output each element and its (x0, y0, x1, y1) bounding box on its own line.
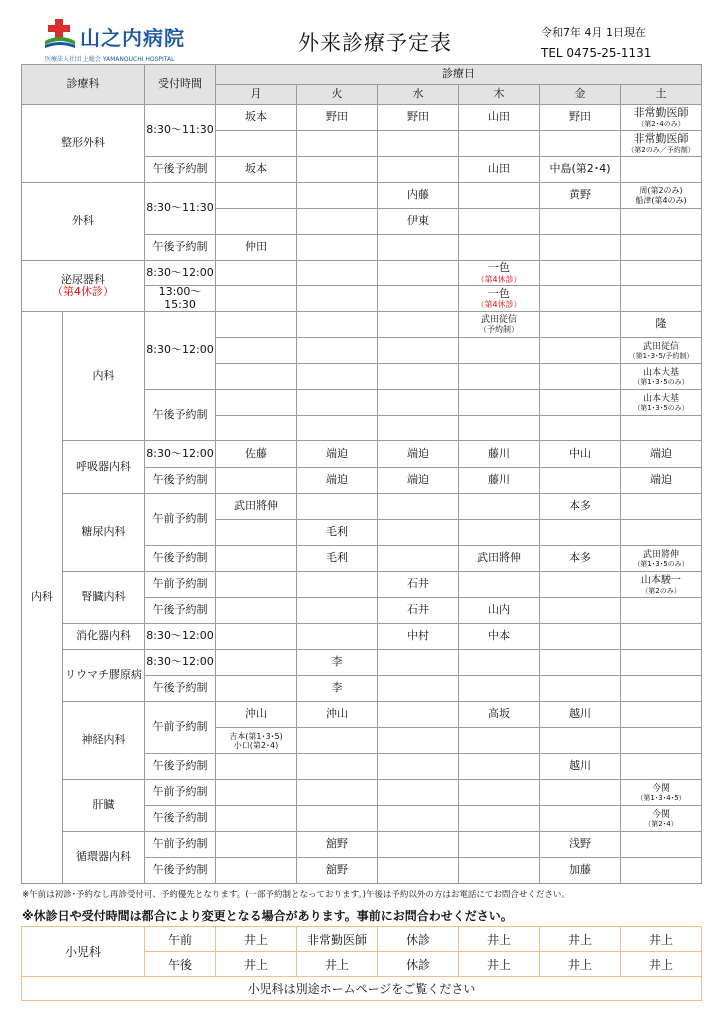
time-cell: 午前 (145, 927, 216, 952)
dept-internal: 内科 (63, 312, 145, 441)
cell-mon (216, 624, 297, 650)
page-header (0, 0, 724, 64)
cell-mon (216, 286, 297, 312)
cell-wed (378, 650, 459, 676)
time-cell: 午前予約制 (145, 494, 216, 546)
day-sat: 土 (621, 85, 702, 105)
cell-mon (216, 261, 297, 286)
cell-wed: 野田 (378, 105, 459, 131)
hospital-subtitle: 医療法人社団 上総会 YAMANOUCHI HOSPITAL (45, 56, 175, 63)
cell-sat (621, 364, 702, 390)
cell-mon (216, 650, 297, 676)
cell-sat: 井上 (621, 927, 702, 952)
cell-sat (621, 728, 702, 754)
cell-sat (621, 832, 702, 858)
cell-tue: 李 (297, 676, 378, 702)
cell-thu (459, 728, 540, 754)
cell-thu (459, 286, 540, 312)
dept-rheumatology: リウマチ膠原病 (63, 650, 145, 702)
cell-wed (378, 131, 459, 157)
note-reception: ※午前は初診･予約なし再診受付可、予約優先となります。(一部予約制となっております。)午後は予約以外の方はお電話にてお問合せください。 (22, 890, 570, 900)
cell-mon: 井上 (216, 927, 297, 952)
time-cell: 午後予約制 (145, 598, 216, 624)
cell-fri: 野田 (540, 105, 621, 131)
dept-liver: 肝臓 (63, 780, 145, 832)
time-cell: 8:30〜12:00 (145, 441, 216, 468)
cell-note: （予約制） (479, 325, 519, 335)
cell-thu (459, 676, 540, 702)
cell-thu: 山田 (459, 105, 540, 131)
cell-thu (459, 364, 540, 390)
time-cell: 8:30〜12:00 (145, 261, 216, 286)
cell-fri: 浅野 (540, 832, 621, 858)
cell-tue (297, 157, 378, 183)
cell-thu (459, 754, 540, 780)
time-cell: 午後予約制 (145, 754, 216, 780)
cell-mon (216, 390, 297, 416)
cell-tue: 沖山 (297, 702, 378, 728)
cell-wed (378, 832, 459, 858)
cell-fri (540, 624, 621, 650)
cell-thu: 藤川 (459, 441, 540, 468)
cell-tue (297, 261, 378, 286)
header-dept: 診療科 (22, 65, 145, 105)
cell-fri (540, 416, 621, 441)
time-cell: 午前予約制 (145, 832, 216, 858)
day-thu: 木 (459, 85, 540, 105)
cell-sat: 井上 (621, 952, 702, 977)
cell-tue: 端迫 (297, 468, 378, 494)
cell-wed: 中村 (378, 624, 459, 650)
cell-tue: 端迫 (297, 441, 378, 468)
cell-thu (459, 338, 540, 364)
cell-tue (297, 624, 378, 650)
cell-thu: 藤川 (459, 468, 540, 494)
cell-sat (621, 235, 702, 261)
time-cell: 午後予約制 (145, 806, 216, 832)
cell-thu (459, 235, 540, 261)
cell-thu (459, 390, 540, 416)
cell-wed (378, 312, 459, 338)
cell-mon (216, 131, 297, 157)
cell-wed (378, 235, 459, 261)
cell-fri: 本多 (540, 546, 621, 572)
dept-cardiology: 循環器内科 (63, 832, 145, 884)
cell-fri (540, 338, 621, 364)
time-cell: 午後予約制 (145, 546, 216, 572)
cell-mon: 武田將伸 (216, 494, 297, 520)
cell-mon (216, 416, 297, 441)
time-cell: 午前予約制 (145, 702, 216, 754)
cell-sat (621, 209, 702, 235)
cell-wed (378, 676, 459, 702)
cell-fri (540, 572, 621, 598)
cell-wed (378, 416, 459, 441)
dept-name: 泌尿器科 (61, 272, 105, 286)
cell-thu: 井上 (459, 927, 540, 952)
dept-surgery: 外科 (22, 183, 145, 261)
cell-sat (621, 572, 702, 598)
cell-mon (216, 312, 297, 338)
cell-mon (216, 338, 297, 364)
cell-fri: 本多 (540, 494, 621, 520)
cell-fri: 中山 (540, 441, 621, 468)
cell-wed: 端迫 (378, 468, 459, 494)
doctor: 一色 (488, 286, 510, 300)
doctor: 武田従信 (642, 341, 679, 352)
cell-thu (459, 520, 540, 546)
doctor: 船津(第4のみ) (635, 195, 687, 205)
cell-wed (378, 806, 459, 832)
cell-tue (297, 338, 378, 364)
doctor: 山本大基 (642, 367, 679, 378)
cell-mon (216, 572, 297, 598)
pediatrics-footer: 小児科は別途ホームページをご覧ください (22, 977, 702, 1001)
doctor: 山本大基 (642, 393, 679, 404)
cell-mon: 沖山 (216, 702, 297, 728)
header-time: 受付時間 (145, 65, 216, 105)
cell-sat (621, 286, 702, 312)
cell-wed (378, 728, 459, 754)
time-cell: 8:30〜12:00 (145, 650, 216, 676)
cell-sat (621, 157, 702, 183)
cell-note: （第2のみ／予約制） (627, 145, 695, 154)
doctor: 今関 (651, 809, 670, 820)
cell-fri: 井上 (540, 927, 621, 952)
cell-sat (621, 105, 702, 131)
cell-wed (378, 261, 459, 286)
dept-neurology: 神経内科 (63, 702, 145, 780)
cell-thu: 武田將伸 (459, 546, 540, 572)
cell-sat (621, 754, 702, 780)
cell-thu (459, 261, 540, 286)
dept-internal-group: 内科 (22, 312, 63, 884)
cell-tue (297, 494, 378, 520)
as-of-date: 令和7年 4月 1日現在 (541, 26, 646, 39)
cell-wed (378, 780, 459, 806)
cell-wed: 休診 (378, 952, 459, 977)
time-cell: 13:00〜15:30 (145, 286, 216, 312)
cell-sat (621, 183, 702, 209)
cell-fri: 越川 (540, 702, 621, 728)
time-cell: 午後予約制 (145, 468, 216, 494)
cell-tue (297, 780, 378, 806)
time-cell: 午後予約制 (145, 235, 216, 261)
cell-fri (540, 520, 621, 546)
time-cell: 午後予約制 (145, 858, 216, 884)
cell-sat (621, 390, 702, 416)
phone-number: TEL 0475-25-1131 (541, 46, 652, 60)
cell-sat (621, 416, 702, 441)
cell-tue: 毛利 (297, 546, 378, 572)
cell-fri (540, 286, 621, 312)
cell-mon (216, 183, 297, 209)
time-cell: 午後予約制 (145, 676, 216, 702)
cell-fri: 中島(第2･4) (540, 157, 621, 183)
cell-fri (540, 261, 621, 286)
cell-thu: 中本 (459, 624, 540, 650)
cell-thu (459, 209, 540, 235)
note-changes: ※休診日や受付時間は都合により変更となる場合があります。事前にお問合わせください。 (22, 909, 513, 923)
cell-tue (297, 390, 378, 416)
time-cell: 午前予約制 (145, 572, 216, 598)
cell-thu (459, 131, 540, 157)
cell-wed (378, 546, 459, 572)
cell-fri (540, 468, 621, 494)
cell-mon (216, 780, 297, 806)
cell-thu (459, 650, 540, 676)
cell-tue (297, 131, 378, 157)
cell-wed (378, 338, 459, 364)
cell-wed (378, 520, 459, 546)
cell-wed: 端迫 (378, 441, 459, 468)
cell-thu (459, 312, 540, 338)
cell-sat (621, 494, 702, 520)
cell-sat (621, 598, 702, 624)
day-wed: 水 (378, 85, 459, 105)
cell-tue (297, 754, 378, 780)
cell-tue: 李 (297, 650, 378, 676)
cell-mon (216, 546, 297, 572)
cell-thu (459, 780, 540, 806)
cell-wed (378, 157, 459, 183)
cell-mon (216, 209, 297, 235)
cell-sat (621, 520, 702, 546)
cell-sat (621, 546, 702, 572)
cell-fri: 井上 (540, 952, 621, 977)
header-days: 診療日 (216, 65, 702, 85)
cell-mon (216, 806, 297, 832)
hospital-logo-icon (44, 19, 76, 49)
doctor: 非常勤医師 (633, 106, 689, 120)
cell-sat (621, 338, 702, 364)
cell-tue: 非常勤医師 (297, 927, 378, 952)
cell-thu: 山内 (459, 598, 540, 624)
day-mon: 月 (216, 85, 297, 105)
time-cell: 午後予約制 (145, 390, 216, 441)
time-cell: 8:30〜11:30 (145, 105, 216, 157)
closed-note: （第4休診） (52, 285, 114, 299)
cell-mon: 井上 (216, 952, 297, 977)
cell-tue (297, 728, 378, 754)
cell-tue (297, 286, 378, 312)
cell-wed (378, 702, 459, 728)
cell-tue (297, 183, 378, 209)
cell-sat (621, 676, 702, 702)
day-tue: 火 (297, 85, 378, 105)
cell-sat: 端迫 (621, 468, 702, 494)
cell-tue: 毛利 (297, 520, 378, 546)
cell-fri: 加藤 (540, 858, 621, 884)
cell-sat (621, 261, 702, 286)
cell-wed (378, 286, 459, 312)
cell-tue (297, 806, 378, 832)
cell-note: （第2･4のみ） (637, 119, 685, 128)
cell-thu (459, 858, 540, 884)
doctor: 周(第2のみ) (639, 186, 683, 196)
cell-fri (540, 598, 621, 624)
doctor: 一色 (488, 261, 510, 275)
cell-thu (459, 572, 540, 598)
cell-sat (621, 624, 702, 650)
cell-fri (540, 131, 621, 157)
cell-thu: 山田 (459, 157, 540, 183)
cell-mon (216, 728, 297, 754)
cell-wed (378, 494, 459, 520)
cell-wed: 石井 (378, 598, 459, 624)
cell-thu: 井上 (459, 952, 540, 977)
doctor: 吉本(第1･3･5) (229, 731, 283, 741)
cell-tue (297, 416, 378, 441)
cell-thu (459, 832, 540, 858)
cell-fri (540, 209, 621, 235)
cell-note: （第2のみ） (641, 586, 681, 595)
cell-fri: 越川 (540, 754, 621, 780)
doctor: 小口(第2･4) (233, 740, 279, 750)
cell-mon: 坂本 (216, 105, 297, 131)
cell-tue: 舘野 (297, 832, 378, 858)
cell-note: （第1･3･4･5） (636, 793, 686, 802)
cell-fri (540, 390, 621, 416)
dept-pediatrics: 小児科 (22, 927, 145, 977)
dept-urology (22, 261, 145, 312)
cell-wed (378, 858, 459, 884)
dept-respiratory: 呼吸器内科 (63, 441, 145, 494)
cell-sat: 隆 (621, 312, 702, 338)
time-cell: 8:30〜11:30 (145, 183, 216, 235)
cell-note: （第4休診） (476, 300, 522, 310)
cell-wed: 内藤 (378, 183, 459, 209)
cell-mon (216, 598, 297, 624)
cell-note: （第2･4） (644, 819, 678, 828)
cell-mon: 仲田 (216, 235, 297, 261)
cell-mon (216, 364, 297, 390)
cell-tue (297, 235, 378, 261)
cell-sat (621, 806, 702, 832)
time-cell: 午前予約制 (145, 780, 216, 806)
cell-mon (216, 858, 297, 884)
cell-thu (459, 416, 540, 441)
cell-sat (621, 858, 702, 884)
cell-wed (378, 390, 459, 416)
cell-wed (378, 364, 459, 390)
doctor: 武田將伸 (642, 549, 679, 560)
cell-fri (540, 728, 621, 754)
cell-thu (459, 183, 540, 209)
hospital-name: 山之内病院 (80, 26, 185, 50)
time-cell: 8:30〜12:00 (145, 624, 216, 650)
dept-orthopedics: 整形外科 (22, 105, 145, 183)
cell-wed: 休診 (378, 927, 459, 952)
cell-thu: 高坂 (459, 702, 540, 728)
cell-note: （第1･3･5のみ） (633, 377, 689, 386)
cell-sat (621, 650, 702, 676)
time-cell: 午後 (145, 952, 216, 977)
cell-fri (540, 780, 621, 806)
dept-nephrology: 腎臓内科 (63, 572, 145, 624)
cell-thu (459, 806, 540, 832)
cell-tue: 野田 (297, 105, 378, 131)
cell-sat (621, 131, 702, 157)
doctor: 非常勤医師 (633, 132, 689, 146)
doctor: 今関 (651, 783, 670, 794)
cell-tue (297, 598, 378, 624)
cell-note: （第1･3･5のみ） (633, 403, 689, 412)
cell-fri (540, 364, 621, 390)
cell-tue: 舘野 (297, 858, 378, 884)
cell-mon (216, 832, 297, 858)
time-cell: 8:30〜12:00 (145, 312, 216, 390)
cell-fri (540, 312, 621, 338)
cell-tue (297, 364, 378, 390)
cell-mon (216, 676, 297, 702)
dept-gastro: 消化器内科 (63, 624, 145, 650)
cell-wed: 石井 (378, 572, 459, 598)
page-title: 外来診療予定表 (298, 31, 452, 55)
cell-wed (378, 754, 459, 780)
cell-thu (459, 494, 540, 520)
cell-note: （第1･3･5のみ） (633, 559, 689, 568)
cell-tue: 井上 (297, 952, 378, 977)
pediatrics-table (21, 926, 702, 1001)
cell-mon (216, 754, 297, 780)
cell-note: （第1･3･5/予約制） (628, 351, 694, 360)
doctor: 武田従信 (480, 315, 517, 326)
cell-fri (540, 676, 621, 702)
schedule-table (21, 64, 702, 884)
cell-fri: 黄野 (540, 183, 621, 209)
cell-note: （第4休診） (476, 274, 522, 284)
cell-wed: 伊東 (378, 209, 459, 235)
cell-tue (297, 312, 378, 338)
cell-sat (621, 702, 702, 728)
cell-mon: 佐藤 (216, 441, 297, 468)
cell-fri (540, 806, 621, 832)
cell-tue (297, 572, 378, 598)
dept-diabetes: 糖尿内科 (63, 494, 145, 572)
cell-fri (540, 650, 621, 676)
doctor: 山本駿一 (641, 575, 681, 586)
day-fri: 金 (540, 85, 621, 105)
cell-mon: 坂本 (216, 157, 297, 183)
cell-tue (297, 209, 378, 235)
cell-sat: 端迫 (621, 441, 702, 468)
cell-sat (621, 780, 702, 806)
cell-mon (216, 520, 297, 546)
time-cell: 午後予約制 (145, 157, 216, 183)
cell-fri (540, 235, 621, 261)
cell-mon (216, 468, 297, 494)
